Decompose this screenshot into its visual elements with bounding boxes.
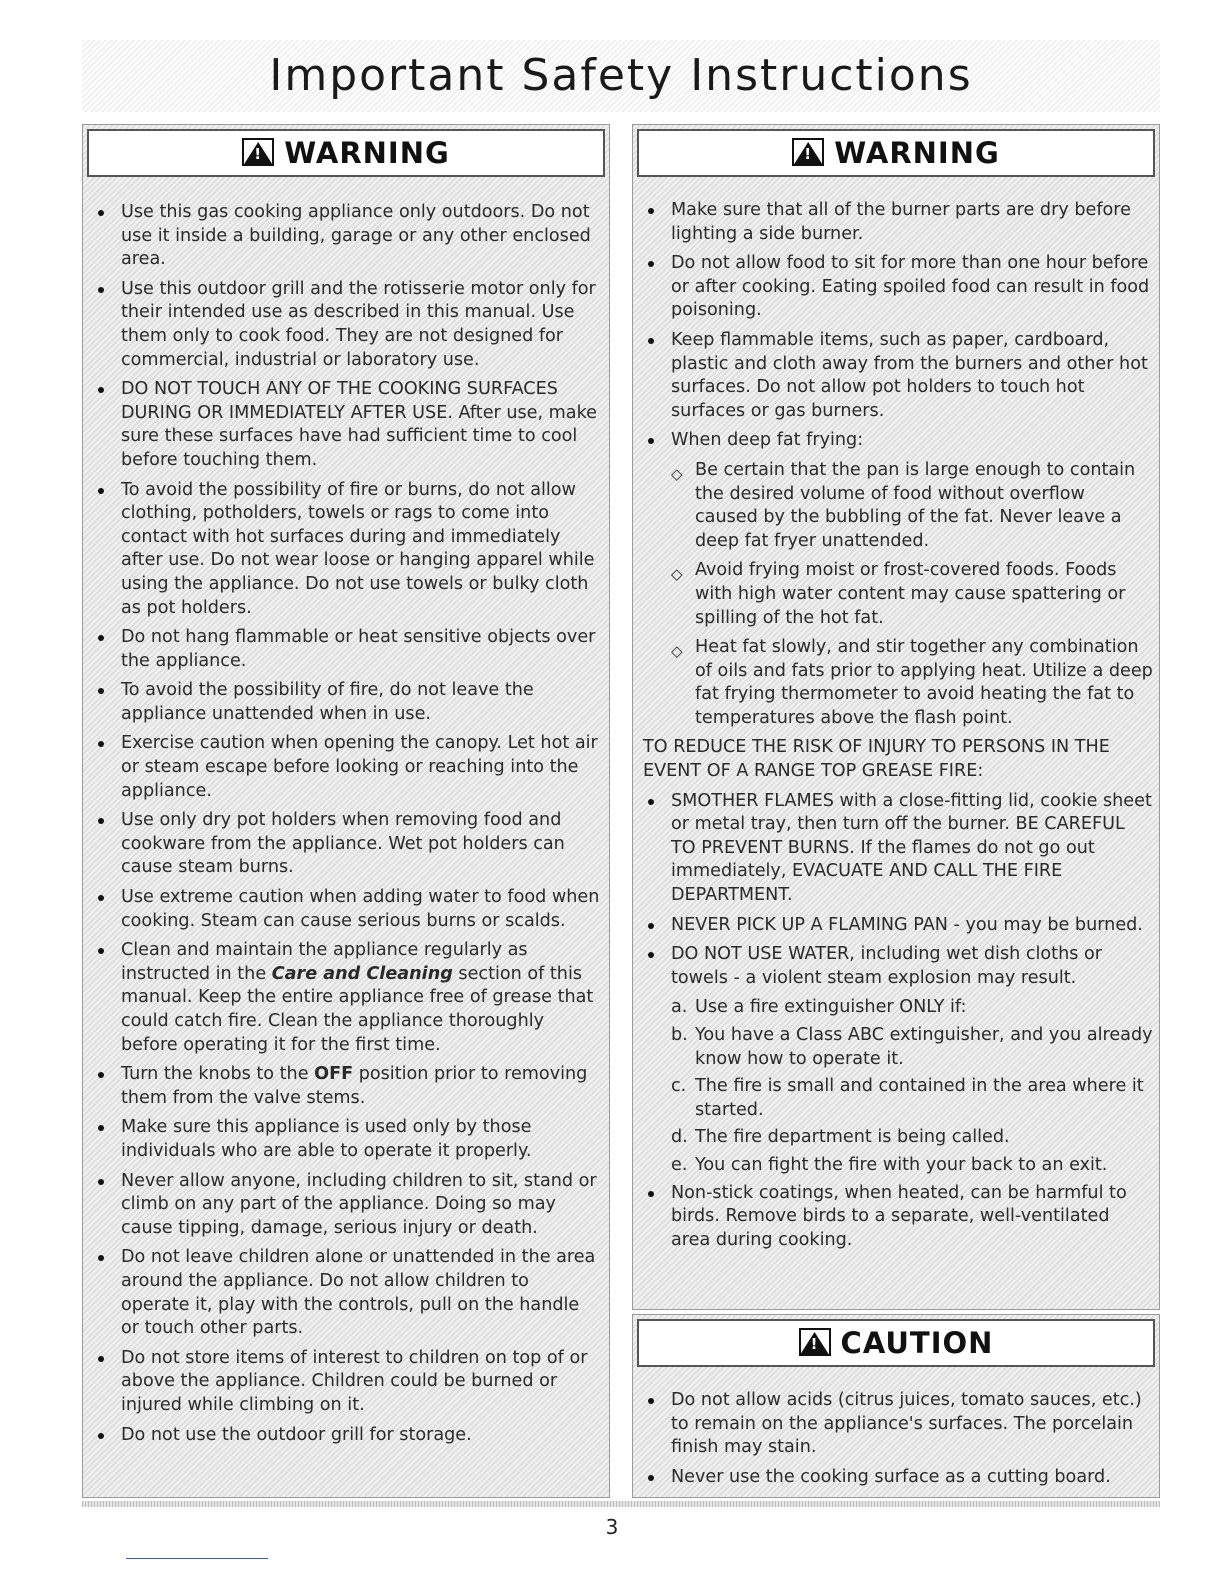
list-item: Never allow anyone, including children to sit, stand or climb on any part of the appliance. Doing so may cause tipping, damage, serious injury or death. — [83, 1170, 601, 1241]
sub-list-item: ◇ Avoid frying moist or frost-covered foods. Foods with high water content may cause spattering or spilling of the hot fat. — [671, 560, 1126, 628]
list-item: Do not allow acids (citrus juices, tomato sauces, etc.) to remain on the appliance's surfaces. The porcelain finish may stain. — [633, 1389, 1153, 1460]
list-item: NEVER PICK UP A FLAMING PAN - you may be burned. — [633, 914, 1153, 938]
list-item: Do not hang flammable or heat sensitive objects over the appliance. — [83, 626, 601, 673]
caution-heading-text: CAUTION — [840, 1326, 994, 1360]
list-item: To avoid the possibility of fire or burns, do not allow clothing, potholders, towels or rags to come into contact with hot surfaces during and immediately after use. Do not wear loose or hanging apparel while using the appliance. Do not use towels or bulky cloth as pot holders. — [83, 479, 601, 621]
caution-list — [633, 1371, 1159, 1489]
list-item: Do not store items of interest to children on top of or above the appliance. Children could be burned or injured while climbing on it. — [83, 1347, 601, 1418]
off-position-label: OFF — [314, 1064, 354, 1085]
left-warning-list — [83, 181, 609, 1447]
list-item: Make sure this appliance is used only by those individuals who are able to operate it properly. — [83, 1116, 601, 1163]
left-warning-heading — [87, 129, 605, 177]
diamond-bullet-icon: ◇ — [671, 642, 683, 661]
care-and-cleaning-reference: Care and Cleaning — [271, 963, 453, 984]
list-item: Use this gas cooking appliance only outdoors. Do not use it inside a building, garage or any other enclosed area. — [83, 201, 601, 272]
diamond-bullet-icon: ◇ — [671, 565, 683, 584]
left-warning-heading-text: WARNING — [284, 136, 450, 170]
lettered-item: b. You have a Class ABC extinguisher, and you already know how to operate it. — [671, 1025, 1153, 1069]
lettered-item: d. The fire department is being called. — [671, 1127, 1010, 1148]
list-item: When deep fat frying: — [633, 429, 1153, 453]
list-item: SMOTHER FLAMES with a close-fitting lid, cookie sheet or metal tray, then turn off the burner. BE CAREFUL TO PREVENT BURNS. If the flames do not go out immediately, EVACUATE AND CALL THE FIRE DEPARTMENT. — [633, 790, 1153, 908]
list-item: Use extreme caution when adding water to food when cooking. Steam can cause serious burns or scalds. — [83, 886, 601, 933]
diamond-bullet-icon: ◇ — [671, 464, 683, 483]
right-warning-heading — [637, 129, 1155, 177]
list-item: Do not leave children alone or unattended in the area around the appliance. Do not allow children to operate it, play with the controls, pull on the handle or touch other parts. — [83, 1246, 601, 1340]
list-item: DO NOT TOUCH ANY OF THE COOKING SURFACES DURING OR IMMEDIATELY AFTER USE. After use, make sure these surfaces have had sufficient time to cool before touching them. — [83, 378, 601, 472]
warning-triangle-icon — [799, 1328, 831, 1356]
list-item: Exercise caution when opening the canopy. Let hot air or steam escape before looking or reaching into the appliance. — [83, 732, 601, 803]
right-warning-heading-text: WARNING — [834, 136, 1000, 170]
title-bar — [82, 40, 1160, 112]
warning-triangle-icon — [792, 138, 824, 166]
lettered-item: a. Use a fire extinguisher ONLY if: — [671, 997, 967, 1018]
list-item: DO NOT USE WATER, including wet dish cloths or towels - a violent steam explosion may result. — [633, 943, 1153, 990]
lettered-item: e. You can fight the fire with your back to an exit. — [671, 1154, 1108, 1175]
page-number: 3 — [605, 1515, 619, 1539]
list-item: Make sure that all of the burner parts are dry before lighting a side burner. — [633, 199, 1153, 246]
warning-triangle-icon — [242, 138, 274, 166]
list-item: Never use the cooking surface as a cutting board. — [633, 1466, 1153, 1490]
page-title: Important Safety Instructions — [269, 50, 973, 101]
list-item-knobs: Turn the knobs to the OFF position prior to removing them from the valve stems. — [83, 1063, 601, 1110]
list-item: Use only dry pot holders when removing food and cookware from the appliance. Wet pot holders can cause steam burns. — [83, 809, 601, 880]
footer-divider — [82, 1501, 1160, 1507]
right-warning-panel — [632, 124, 1160, 1310]
caution-heading — [637, 1319, 1155, 1367]
left-warning-panel — [82, 124, 610, 1498]
sub-list-item: ◇ Be certain that the pan is large enough to contain the desired volume of food without overflow caused by the bubbling of the fat. Never leave a deep fat fryer unattended. — [671, 459, 1136, 551]
lettered-item: c. The fire is small and contained in the area where it started. — [671, 1076, 1144, 1120]
list-item: Use this outdoor grill and the rotisserie motor only for their intended use as described in this manual. Use them only to cook food. They are not designed for commercial, industrial or laboratory use. — [83, 278, 601, 372]
decorative-blue-line — [126, 1558, 268, 1559]
list-item: Keep flammable items, such as paper, cardboard, plastic and cloth away from the burners and other hot surfaces. Do not allow pot holders to touch hot surfaces or gas burners. — [633, 329, 1153, 423]
sub-list-item: ◇ Heat fat slowly, and stir together any combination of oils and fats prior to applying heat. Utilize a deep fat frying thermometer to avoid heating the fat to temperatures above the flash point. — [671, 637, 1153, 728]
list-item: Do not allow food to sit for more than one hour before or after cooking. Eating spoiled food can result in food poisoning. — [633, 252, 1153, 323]
right-warning-list — [633, 181, 1159, 1252]
list-item: Non-stick coatings, when heated, can be harmful to birds. Remove birds to a separate, well-ventilated area during cooking. — [633, 1182, 1153, 1253]
caution-panel — [632, 1314, 1160, 1498]
list-item: To avoid the possibility of fire, do not leave the appliance unattended when in use. — [83, 679, 601, 726]
list-item-care-cleaning: Clean and maintain the appliance regularly as instructed in the Care and Cleaning section of this manual. Keep the entire appliance free of grease that could catch fire. Clean the appliance thoroughly before operating it for the first time. — [83, 939, 601, 1057]
grease-fire-heading: TO REDUCE THE RISK OF INJURY TO PERSONS IN THE EVENT OF A RANGE TOP GREASE FIRE: — [643, 737, 1110, 782]
list-item: Do not use the outdoor grill for storage. — [83, 1424, 601, 1448]
